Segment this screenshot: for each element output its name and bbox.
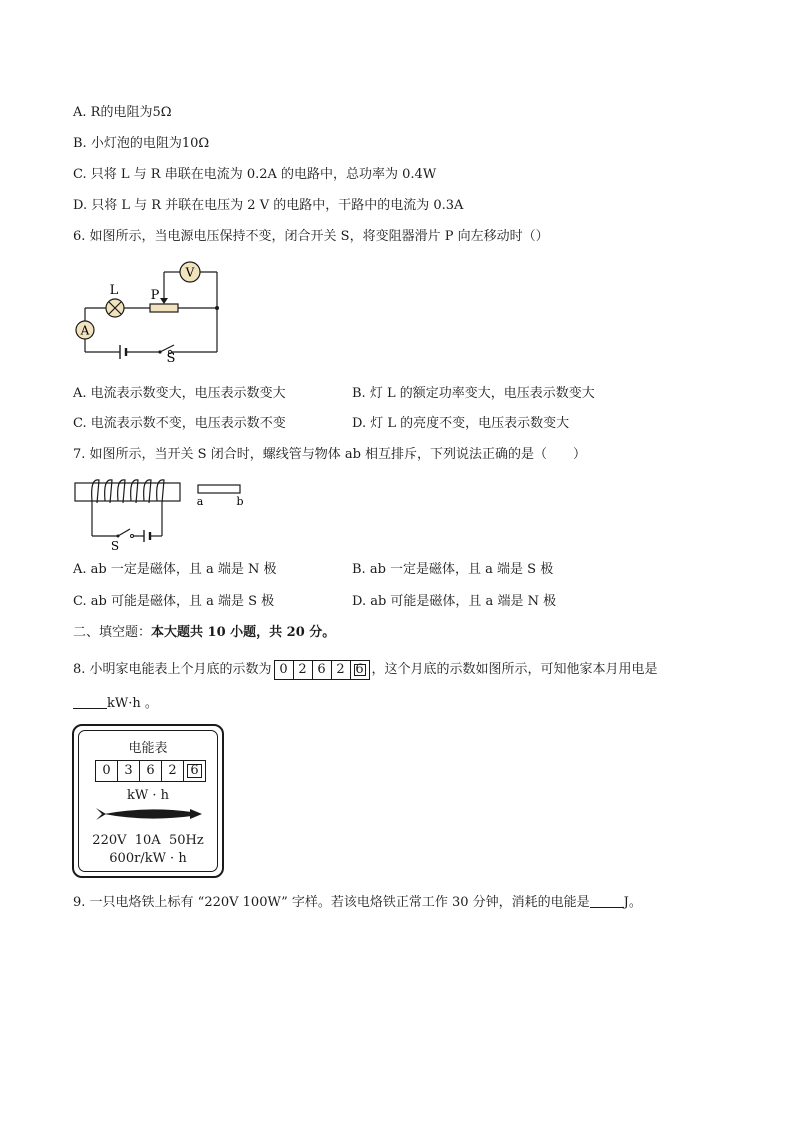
q5-option-b: B. 小灯泡的电阻为10Ω: [73, 136, 210, 151]
q6-label-switch: S: [166, 351, 176, 366]
meter-spec-1: 220V 10A 50Hz: [92, 833, 204, 848]
q9-unit: J。: [623, 895, 642, 910]
q8-electric-meter: [72, 724, 224, 878]
q9-stem: [73, 893, 642, 912]
q7-label-switch: S: [110, 539, 120, 553]
q8-prev-digit: 0: [275, 661, 294, 679]
q5-option-d: D. 只将 L 与 R 并联在电压为 2 V 的电路中，干路中的电流为 0.3A: [73, 198, 464, 213]
q6-label-lamp: L: [109, 283, 119, 298]
q8-stem: [73, 659, 658, 681]
q9-text: 9. 一只电烙铁上标有 “220V 100W” 字样。若该电烙铁正常工作 30 分钟，消耗的电能是: [73, 895, 590, 910]
q8-answer-blank[interactable]: [73, 694, 107, 709]
q8-prev-reading: [274, 660, 370, 680]
section2-heading: [73, 624, 335, 642]
q8-stem-after: ，这个月底的示数如图所示，可知他家本月用电是: [371, 662, 658, 677]
section2-title: 二、填空题：: [73, 625, 152, 640]
meter-arrow-icon: [96, 807, 202, 821]
q7-solenoid: [75, 483, 180, 501]
meter-digit: 6: [140, 761, 162, 781]
q7-solenoid-diagram: [70, 474, 260, 554]
meter-digit: 3: [118, 761, 140, 781]
meter-digit-decimal: 6: [184, 761, 205, 781]
q6-label-slider: P: [150, 288, 160, 303]
q9-answer-blank[interactable]: [590, 893, 624, 908]
q8-unit: kW·h 。: [107, 696, 158, 711]
meter-digit: 2: [162, 761, 184, 781]
q6-label-ammeter: A: [80, 323, 90, 338]
meter-spec-2: 600r/kW · h: [109, 851, 187, 866]
q8-answer-line: [73, 694, 158, 713]
q8-prev-digit: 2: [332, 661, 351, 679]
q7-option-b: B. ab 一定是磁体，且 a 端是 S 极: [352, 562, 554, 577]
q6-label-voltmeter: V: [185, 265, 195, 280]
q7-label-b: b: [236, 495, 244, 508]
q7-label-a: a: [196, 495, 204, 508]
section2-desc: 本大题共 10 小题，共 20 分。: [151, 625, 336, 640]
q7-option-a: A. ab 一定是磁体，且 a 端是 N 极: [73, 562, 277, 577]
q5-option-a: A. R的电阻为5Ω: [73, 105, 172, 120]
q8-stem-before: 8. 小明家电能表上个月底的示数为: [73, 662, 272, 677]
meter-reading: [95, 760, 206, 782]
q6-option-d: D. 灯 L 的亮度不变，电压表示数变大: [352, 416, 570, 431]
q6-option-b: B. 灯 L 的额定功率变大，电压表示数变大: [352, 386, 595, 401]
q6-option-c: C. 电流表示数不变，电压表示数不变: [73, 416, 286, 431]
q6-circuit-diagram: [70, 258, 230, 366]
q8-prev-digit: 2: [294, 661, 313, 679]
q7-stem: 7. 如图所示，当开关 S 闭合时，螺线管与物体 ab 相互排斥，下列说法正确的是（ ）: [73, 447, 587, 462]
q7-option-c: C. ab 可能是磁体，且 a 端是 S 极: [73, 594, 275, 609]
q7-object-ab: [198, 485, 240, 493]
q8-prev-digit: 6: [313, 661, 332, 679]
q6-stem: 6. 如图所示，当电源电压保持不变，闭合开关 S，将变阻器滑片 P 向左移动时（）: [73, 229, 549, 244]
q5-option-c: C. 只将 L 与 R 串联在电流为 0.2A 的电路中，总功率为 0.4W: [73, 167, 437, 182]
meter-title: 电能表: [128, 741, 168, 756]
meter-digit: 0: [96, 761, 118, 781]
q6-option-a: A. 电流表示数变大，电压表示数变大: [73, 386, 286, 401]
meter-unit: kW · h: [126, 788, 169, 803]
q7-option-d: D. ab 可能是磁体，且 a 端是 N 极: [352, 594, 557, 609]
q8-prev-digit-decimal: 6: [351, 661, 369, 679]
q6-slider-arrow: [160, 298, 168, 304]
